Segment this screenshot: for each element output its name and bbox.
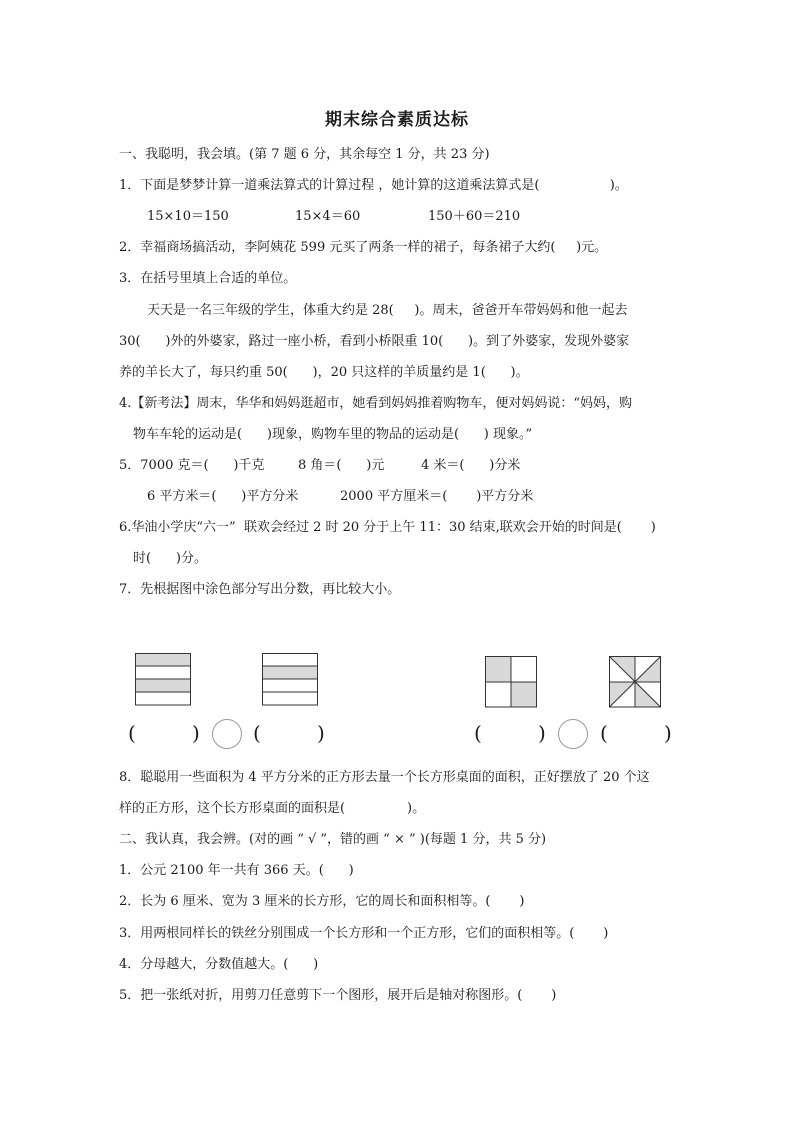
q1-equation-1: 15×10＝150 [147,209,229,224]
section2-heading: 二、我认真，我会辨。(对的画 “ √ ”，错的画 “ × ” )(每题 1 分，共 5 分) [119,832,547,847]
question-7: 7．先根据图中涂色部分写出分数，再比较大小。 [119,582,401,597]
answer-paren-open-3: ( [474,721,482,745]
q1-equation-3: 150＋60＝210 [428,209,521,224]
fraction-figure-3 [485,656,538,708]
answer-paren-close-1: ) [192,721,200,745]
fraction-figure-4 [609,656,662,708]
q3-line-1: 天天是一名三年级的学生，体重大约是 28( )。周末，爸爸开车带妈妈和他一起去 [147,303,628,318]
compare-circle-2[interactable] [558,719,588,749]
answer-paren-close-2: ) [317,721,325,745]
fraction-figure-2 [262,653,319,706]
q8-line-2: 样的正方形，这个长方形桌面的面积是( )。 [119,801,426,816]
judge-item-5: 5．把一张纸对折，用剪刀任意剪下一个图形，展开后是轴对称图形。( ) [119,988,557,1003]
q5-item-yuan: 8 角＝( )元 [298,458,385,473]
q4-line-2: 物车车轮的运动是( )现象，购物车里的物品的运动是( ) 现象。” [133,427,533,442]
q5-item-dm: 4 米＝( )分米 [421,458,521,473]
q6-line-2: 时( )分。 [133,551,207,566]
judge-item-4: 4．分母越大，分数值越大。( ) [119,957,319,972]
q5-item-sqdm-1: 6 平方米＝( )平方分米 [147,489,299,504]
judge-item-1: 1．公元 2100 年一共有 366 天。( ) [119,863,354,878]
q6-line-1: 6.华油小学庆“六一” 联欢会经过 2 时 20 分于上午 11：30 结束,联欢会开始的时间是( ) [119,520,656,535]
question-1: 1．下面是梦梦计算一道乘法算式的计算过程 ，她计算的这道乘法算式是( )。 [119,178,628,193]
q3-line-3: 养的羊长大了，每只约重 50( )，20 只这样的羊质量约是 1( )。 [119,365,529,380]
section1-heading: 一、我聪明，我会填。(第 7 题 6 分，其余每空 1 分，共 23 分) [119,147,490,162]
compare-circle-1[interactable] [212,719,242,749]
q8-line-1: 8．聪聪用一些面积为 4 平方分米的正方形去量一个长方形桌面的面积，正好摆放了 20 个这 [119,770,650,785]
answer-paren-open-4: ( [600,721,608,745]
q5-item-kg: 5．7000 克＝( )千克 [119,458,265,473]
answer-paren-close-4: ) [664,721,672,745]
answer-paren-close-3: ) [538,721,546,745]
q1-equation-2: 15×4＝60 [295,209,361,224]
judge-item-2: 2．长为 6 厘米、宽为 3 厘米的长方形，它的周长和面积相等。( ) [119,894,525,909]
q5-item-sqdm-2: 2000 平方厘米＝( )平方分米 [340,489,534,504]
q4-line-1: 4.【新考法】周末，华华和妈妈逛超市，她看到妈妈推着购物车，便对妈妈说：“妈妈，购 [119,396,633,411]
page-title: 期末综合素质达标 [325,110,469,130]
question-2: 2．幸福商场搞活动，李阿姨花 599 元买了两条一样的裙子，每条裙子大约( )元。 [119,240,608,255]
q3-line-2: 30( )外的外婆家，路过一座小桥，看到小桥限重 10( )。到了外婆家，发现外婆家 [119,334,630,349]
question-3: 3．在括号里填上合适的单位。 [119,271,297,286]
answer-paren-open-2: ( [253,721,261,745]
fraction-figure-1 [135,653,192,706]
judge-item-3: 3．用两根同样长的铁丝分别围成一个长方形和一个正方形，它们的面积相等。( ) [119,926,609,941]
answer-paren-open-1: ( [128,721,136,745]
